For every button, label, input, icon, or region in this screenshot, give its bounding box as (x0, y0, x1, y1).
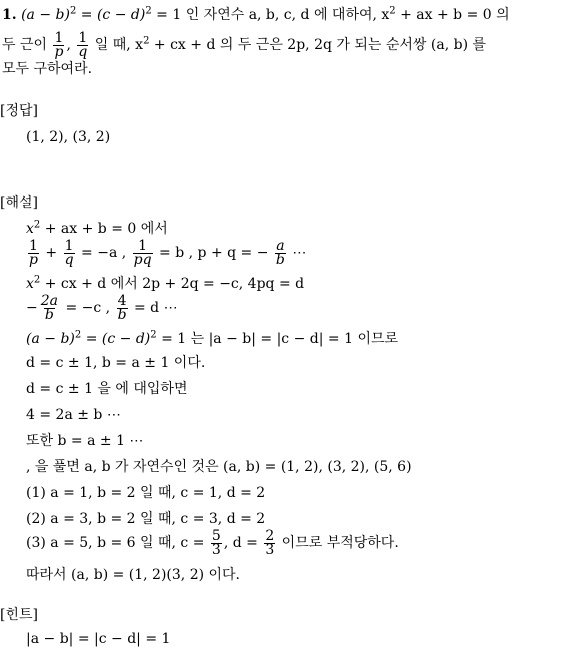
explanation-line-13 (26, 526, 399, 560)
numerator: 5 (211, 527, 221, 544)
explanation-line-8: 4 = 2a ± b ⋯ (26, 407, 121, 423)
math-text: 이므로 부적당하다. (277, 535, 399, 551)
exponent: 2 (389, 5, 396, 17)
denominator: b (44, 306, 54, 323)
exponent: 2 (33, 219, 41, 231)
fraction (133, 237, 153, 268)
fraction (64, 237, 75, 268)
numerator: a (276, 237, 285, 254)
problem-text: = (c − d) (76, 7, 146, 23)
math-text: = −c , (65, 300, 111, 316)
explanation-line-5 (26, 330, 398, 348)
math-text: x (26, 221, 34, 237)
explanation-line-9: 또한 b = a ± 1 ⋯ (26, 433, 144, 449)
math-text: = b , p + q = − (159, 245, 269, 261)
explanation-line-6: d = c ± 1, b = a ± 1 이다. (26, 355, 206, 371)
explanation-line-10: , 을 풀면 a, b 가 자연수인 것은 (a, b) = (1, 2), (3, 2), (5, 6) (26, 459, 412, 475)
numerator: 2a (40, 292, 58, 309)
problem-line-2: 두 근이 $\frac{1}{p}$ , $\frac{1}{q}$ 일 때, $x^2$ + cx + d 의 두 근은 2p, 2q 가 되는 순서쌍 (a, b) 를 (2, 29, 486, 60)
math-text: = −a , (81, 245, 127, 261)
problem-text: + ax + b = 0 의 (395, 7, 510, 23)
explanation-line-2 (26, 236, 306, 270)
math-text: (a − b) (26, 331, 75, 347)
math-text: x (26, 276, 34, 292)
exponent: 2 (33, 274, 41, 286)
math-text: = 1 는 |a − b| = |c − d| = 1 이므로 (156, 331, 399, 347)
problem-text: (a − b) (21, 7, 70, 23)
numerator: 1 (138, 237, 148, 254)
problem-text: 일 때, x (94, 37, 144, 53)
math-text: + cx + d 에서 2p + 2q = −c, 4pq = d (40, 276, 305, 292)
math-text: , d = (223, 535, 258, 551)
problem-text: 두 근이 (2, 37, 52, 53)
denominator: q (64, 251, 74, 268)
exponent: 2 (143, 35, 150, 47)
answer-text: (1, 2), (3, 2) (26, 129, 111, 145)
explanation-line-12: (2) a = 3, b = 2 일 때, c = 3, d = 2 (26, 511, 266, 527)
denominator: q (78, 43, 88, 60)
fraction (264, 527, 275, 558)
fraction (211, 527, 222, 558)
problem-text: = 1 인 자연수 a, b, c, d 에 대하여, x (151, 7, 390, 23)
problem-number: 1. (2, 7, 17, 23)
explanation-line-11: (1) a = 1, b = 2 일 때, c = 1, d = 2 (26, 485, 266, 501)
denominator: 3 (265, 541, 275, 558)
denominator: 3 (211, 541, 221, 558)
math-text: (3) a = 5, b = 6 일 때, c = (26, 535, 205, 551)
exponent: 2 (69, 5, 77, 17)
denominator: p (54, 43, 64, 60)
fraction (117, 292, 128, 323)
problem-text: + cx + d 의 두 근은 2p, 2q 가 되는 순서쌍 (a, b) 를 (149, 37, 486, 53)
explanation-line-4 (26, 291, 178, 325)
math-text: = (c − d) (81, 331, 151, 347)
explanation-line-14: 따라서 (a, b) = (1, 2)(3, 2) 이다. (26, 567, 241, 583)
explanation-line-7: d = c ± 1 을 에 대입하면 (26, 381, 188, 397)
math-text: = d ⋯ (133, 300, 178, 316)
math-text: ⋯ (292, 245, 307, 261)
fraction (77, 29, 88, 60)
denominator: b (275, 251, 285, 268)
math-text: + ax + b = 0 에서 (40, 221, 168, 237)
math-text: + (45, 245, 58, 261)
denominator: p (29, 251, 38, 268)
explanation-label: [해설] (0, 195, 38, 211)
numerator: 1 (29, 237, 38, 254)
numerator: 1 (78, 29, 88, 46)
exponent: 2 (74, 329, 82, 341)
fraction (40, 292, 59, 323)
hint-text: |a − b| = |c − d| = 1 (26, 631, 171, 647)
fraction (53, 29, 64, 60)
math-text: − (26, 300, 38, 316)
exponent: 2 (145, 5, 152, 17)
numerator: 1 (54, 29, 64, 46)
numerator: 4 (117, 292, 127, 309)
problem-line-3: 모두 구하여라. (2, 61, 93, 77)
fraction (28, 237, 39, 268)
denominator: b (117, 306, 127, 323)
fraction (275, 237, 286, 268)
hint-label: [힌트] (0, 607, 38, 623)
numerator: 2 (265, 527, 275, 544)
problem-line-1 (2, 6, 510, 24)
answer-label: [정답] (0, 103, 38, 119)
numerator: 1 (64, 237, 74, 254)
denominator: pq (133, 251, 152, 268)
exponent: 2 (150, 329, 157, 341)
